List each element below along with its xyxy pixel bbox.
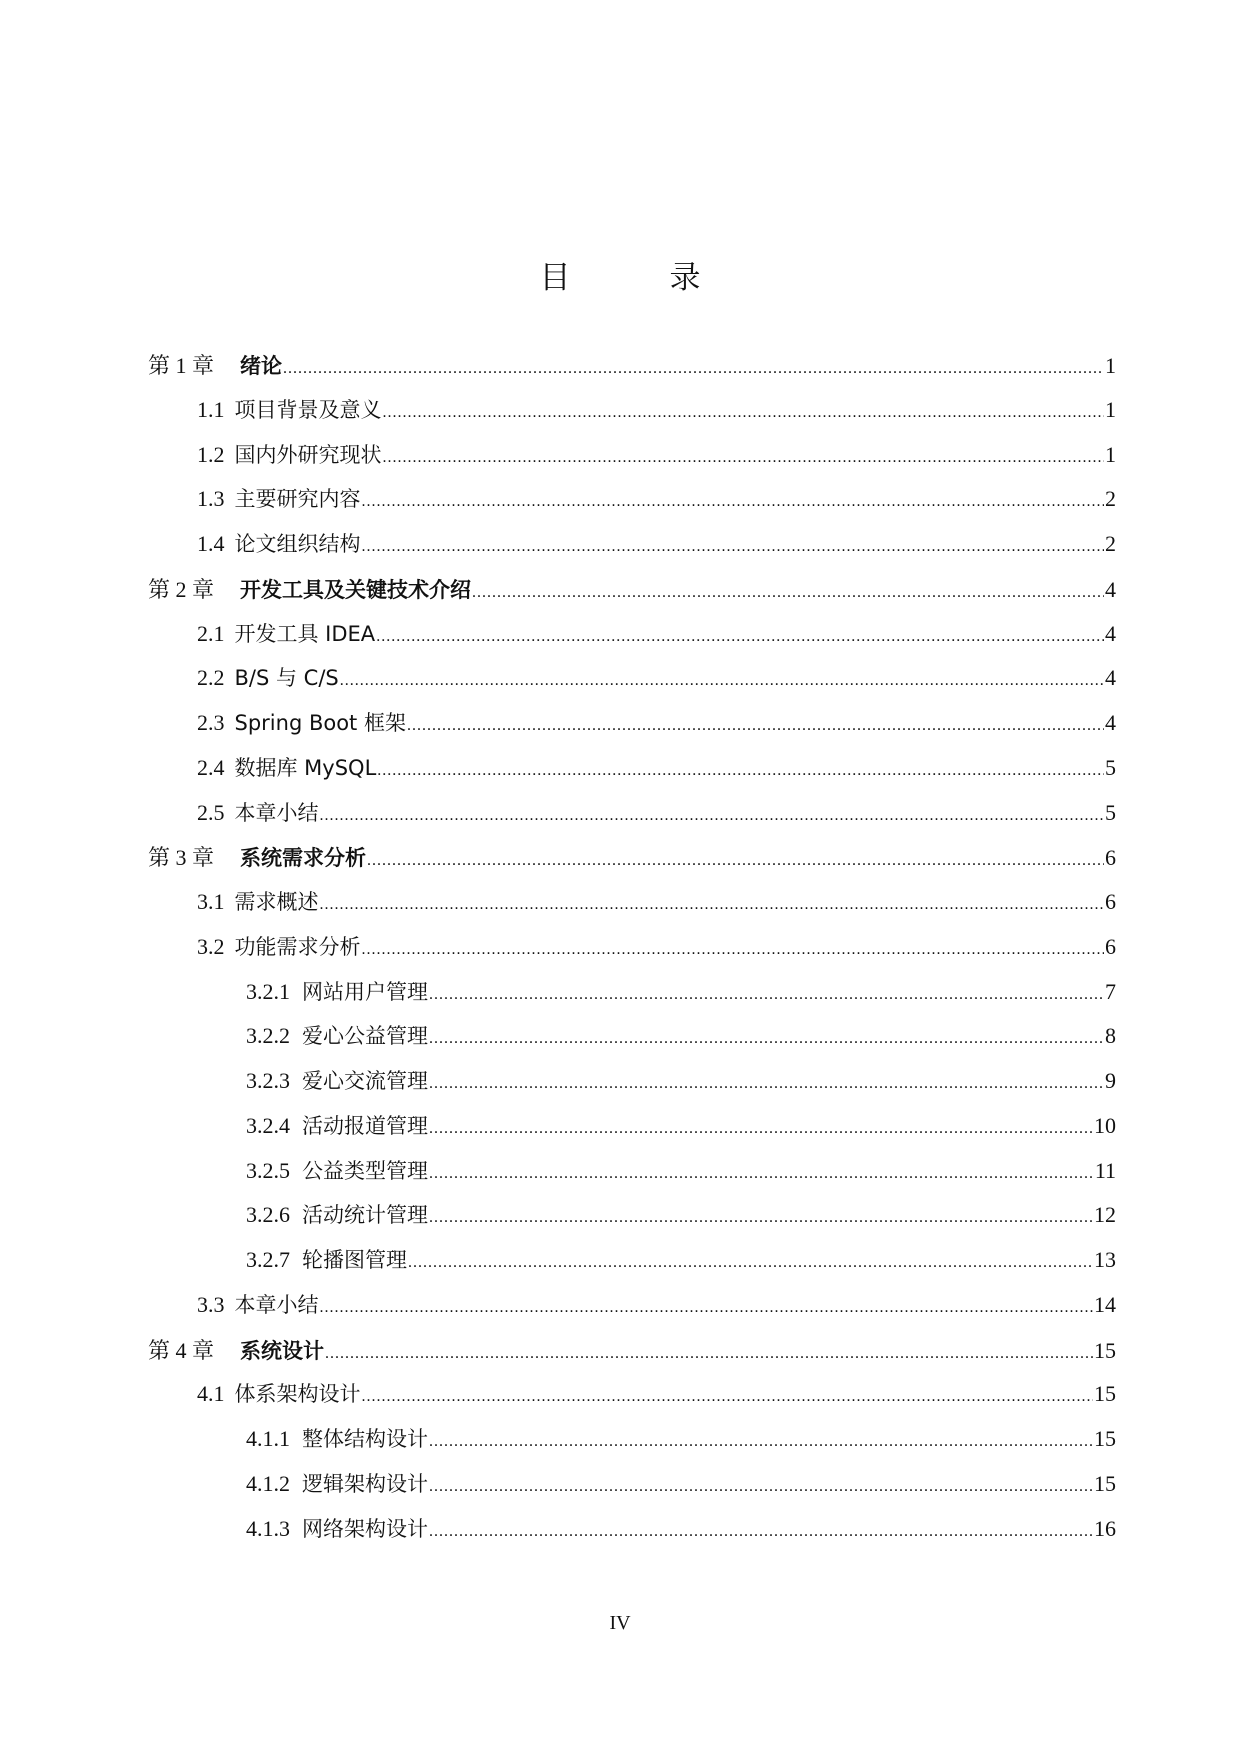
- toc-entry-page: 13: [1094, 1247, 1116, 1272]
- toc-entry-title: 整体结构设计: [302, 1427, 428, 1451]
- toc-entry-page: 15: [1094, 1470, 1116, 1496]
- toc-entry[interactable]: [148, 976, 1116, 1021]
- toc-entry-title: 本章小结: [234, 1292, 319, 1317]
- toc-entry[interactable]: [148, 797, 1116, 842]
- toc-leader-dots: [376, 628, 1104, 646]
- toc-leader-dots: [429, 986, 1104, 1004]
- toc-leader-dots: [383, 449, 1105, 467]
- toc-entry-number: 4.1.1: [246, 1426, 290, 1451]
- toc-entry-number: 第 2 章: [148, 576, 215, 602]
- toc-entry-title: 数据库 MySQL: [234, 755, 377, 780]
- toc-entry-page: 1: [1105, 441, 1116, 467]
- toc-entry[interactable]: [148, 1065, 1116, 1110]
- toc-entry[interactable]: [148, 1423, 1116, 1468]
- toc-entry-title: 爱心交流管理: [302, 1069, 428, 1093]
- toc-entry-page: 5: [1105, 754, 1116, 780]
- toc-entry-number: 3.2.7: [246, 1247, 290, 1272]
- toc-leader-dots: [429, 1030, 1104, 1048]
- toc-entry-title: 需求概述: [234, 890, 319, 914]
- toc-entry-title: 主要研究内容: [234, 487, 361, 512]
- toc-entry-number: 2.3: [197, 710, 225, 735]
- toc-entry-title: 活动报道管理: [302, 1113, 428, 1138]
- toc-entry-page: 15: [1094, 1337, 1116, 1363]
- toc-entry-page: 1: [1105, 396, 1116, 422]
- toc-entry-number: 第 1 章: [148, 353, 215, 378]
- toc-entry-title: 轮播图管理: [302, 1248, 407, 1272]
- toc-entry-number: 第 3 章: [148, 845, 215, 871]
- toc-entry-title: B/S 与 C/S: [234, 666, 339, 691]
- toc-entry[interactable]: [148, 1334, 1116, 1379]
- toc-entry-page: 15: [1094, 1426, 1116, 1451]
- toc-entry[interactable]: [148, 707, 1116, 752]
- toc-leader-dots: [408, 1254, 1093, 1272]
- toc-entry-title: 国内外研究现状: [234, 442, 382, 467]
- toc-entry-title: 开发工具 IDEA: [234, 621, 376, 646]
- toc-leader-dots: [407, 717, 1104, 735]
- toc-leader-dots: [320, 896, 1105, 914]
- toc-entry-page: 5: [1105, 799, 1116, 825]
- toc-entry-number: 2.5: [197, 799, 225, 825]
- table-of-contents: [148, 349, 1116, 1557]
- toc-entry[interactable]: [148, 349, 1116, 394]
- toc-leader-dots: [325, 1345, 1093, 1363]
- toc-entry-page: 6: [1105, 889, 1116, 914]
- toc-entry-title: 网络架构设计: [302, 1516, 428, 1541]
- toc-entry-number: 3.2.6: [246, 1202, 290, 1228]
- toc-entry-title: 系统设计: [240, 1338, 325, 1363]
- toc-entry-number: 4.1: [197, 1381, 225, 1407]
- toc-entry[interactable]: [148, 439, 1116, 484]
- toc-entry-title: 爱心公益管理: [302, 1024, 428, 1049]
- toc-leader-dots: [429, 1165, 1094, 1183]
- toc-entry[interactable]: [148, 1513, 1116, 1558]
- toc-entry-number: 1.2: [197, 441, 225, 467]
- toc-entry-number: 3.2.2: [246, 1023, 290, 1049]
- toc-entry-title: 绪论: [240, 354, 283, 378]
- toc-entry[interactable]: [148, 1244, 1116, 1289]
- page-title: 目 录: [539, 260, 735, 296]
- toc-leader-dots: [362, 941, 1105, 959]
- toc-entry[interactable]: [148, 1289, 1116, 1334]
- toc-entry-number: 1.4: [197, 531, 225, 556]
- toc-entry-title: Spring Boot 框架: [234, 711, 406, 735]
- toc-leader-dots: [429, 1075, 1104, 1093]
- toc-leader-dots: [362, 538, 1105, 556]
- toc-entry[interactable]: [148, 483, 1116, 528]
- toc-entry-number: 1.3: [197, 486, 225, 512]
- toc-entry[interactable]: [148, 1468, 1116, 1513]
- toc-entry-number: 4.1.3: [246, 1515, 290, 1541]
- toc-entry-page: 1: [1105, 353, 1116, 378]
- toc-entry-title: 本章小结: [234, 800, 319, 825]
- toc-entry-number: 2.1: [197, 620, 225, 646]
- toc-entry[interactable]: [148, 1378, 1116, 1423]
- toc-entry-page: 4: [1105, 710, 1116, 735]
- toc-entry[interactable]: [148, 618, 1116, 663]
- toc-entry-number: 3.2.5: [246, 1157, 290, 1183]
- toc-entry-page: 9: [1105, 1068, 1116, 1093]
- toc-entry-number: 3.3: [197, 1291, 225, 1317]
- toc-leader-dots: [429, 1478, 1093, 1496]
- toc-leader-dots: [383, 404, 1105, 422]
- toc-entry[interactable]: [148, 1020, 1116, 1065]
- toc-entry-number: 第 4 章: [148, 1337, 215, 1363]
- toc-entry-number: 4.1.2: [246, 1470, 290, 1496]
- toc-entry-title: 活动统计管理: [302, 1203, 428, 1228]
- toc-leader-dots: [429, 1523, 1093, 1541]
- toc-entry[interactable]: [148, 394, 1116, 439]
- toc-entry-number: 1.1: [197, 396, 225, 422]
- toc-entry-page: 4: [1105, 576, 1116, 602]
- toc-entry-page: 2: [1105, 486, 1116, 512]
- toc-entry-number: 2.4: [197, 754, 225, 780]
- toc-entry[interactable]: [148, 528, 1116, 573]
- toc-entry-title: 项目背景及意义: [234, 397, 382, 422]
- toc-entry-title: 网站用户管理: [302, 979, 428, 1004]
- toc-entry[interactable]: [148, 841, 1116, 886]
- toc-entry-page: 2: [1105, 531, 1116, 556]
- toc-entry-page: 7: [1105, 978, 1116, 1004]
- page-number: IV: [609, 1612, 631, 1634]
- toc-entry-page: 10: [1094, 1112, 1116, 1138]
- toc-leader-dots: [377, 762, 1104, 780]
- toc-entry-number: 3.2.4: [246, 1112, 290, 1138]
- toc-leader-dots: [340, 672, 1104, 690]
- toc-entry[interactable]: [148, 752, 1116, 797]
- toc-entry-number: 3.1: [197, 889, 225, 914]
- toc-entry[interactable]: [148, 886, 1116, 931]
- toc-leader-dots: [429, 1209, 1093, 1227]
- toc-leader-dots: [320, 807, 1105, 825]
- toc-entry-title: 体系架构设计: [234, 1382, 361, 1407]
- toc-leader-dots: [362, 1388, 1094, 1406]
- toc-entry[interactable]: [148, 573, 1116, 618]
- toc-entry-page: 12: [1094, 1202, 1116, 1228]
- toc-leader-dots: [283, 360, 1104, 378]
- toc-entry-page: 16: [1094, 1515, 1116, 1541]
- toc-leader-dots: [320, 1299, 1094, 1317]
- toc-leader-dots: [429, 1120, 1093, 1138]
- toc-entry-page: 4: [1105, 665, 1116, 691]
- toc-entry-title: 系统需求分析: [240, 846, 367, 871]
- toc-entry-page: 11: [1094, 1157, 1116, 1183]
- toc-entry-page: 6: [1105, 933, 1116, 959]
- toc-entry[interactable]: [148, 662, 1116, 707]
- toc-entry-page: 14: [1094, 1291, 1116, 1317]
- toc-entry-number: 3.2.3: [246, 1068, 290, 1093]
- toc-entry-title: 逻辑架构设计: [302, 1471, 428, 1496]
- toc-entry[interactable]: [148, 1110, 1116, 1155]
- toc-entry-page: 6: [1105, 845, 1116, 871]
- toc-leader-dots: [362, 493, 1105, 511]
- toc-entry-page: 8: [1105, 1023, 1116, 1049]
- toc-entry-page: 15: [1094, 1381, 1116, 1407]
- toc-leader-dots: [472, 584, 1104, 602]
- toc-entry-number: 3.2: [197, 933, 225, 959]
- toc-entry-page: 4: [1105, 620, 1116, 646]
- toc-entry[interactable]: [148, 931, 1116, 976]
- toc-leader-dots: [367, 852, 1104, 870]
- toc-entry-number: 2.2: [197, 665, 225, 691]
- toc-entry-title: 功能需求分析: [234, 934, 361, 959]
- toc-entry-number: 3.2.1: [246, 978, 290, 1004]
- toc-entry-title: 论文组织结构: [234, 532, 361, 556]
- toc-entry[interactable]: [148, 1155, 1116, 1200]
- toc-entry-title: 开发工具及关键技术介绍: [240, 577, 472, 602]
- toc-entry[interactable]: [148, 1199, 1116, 1244]
- toc-leader-dots: [429, 1433, 1093, 1451]
- toc-entry-title: 公益类型管理: [302, 1158, 428, 1183]
